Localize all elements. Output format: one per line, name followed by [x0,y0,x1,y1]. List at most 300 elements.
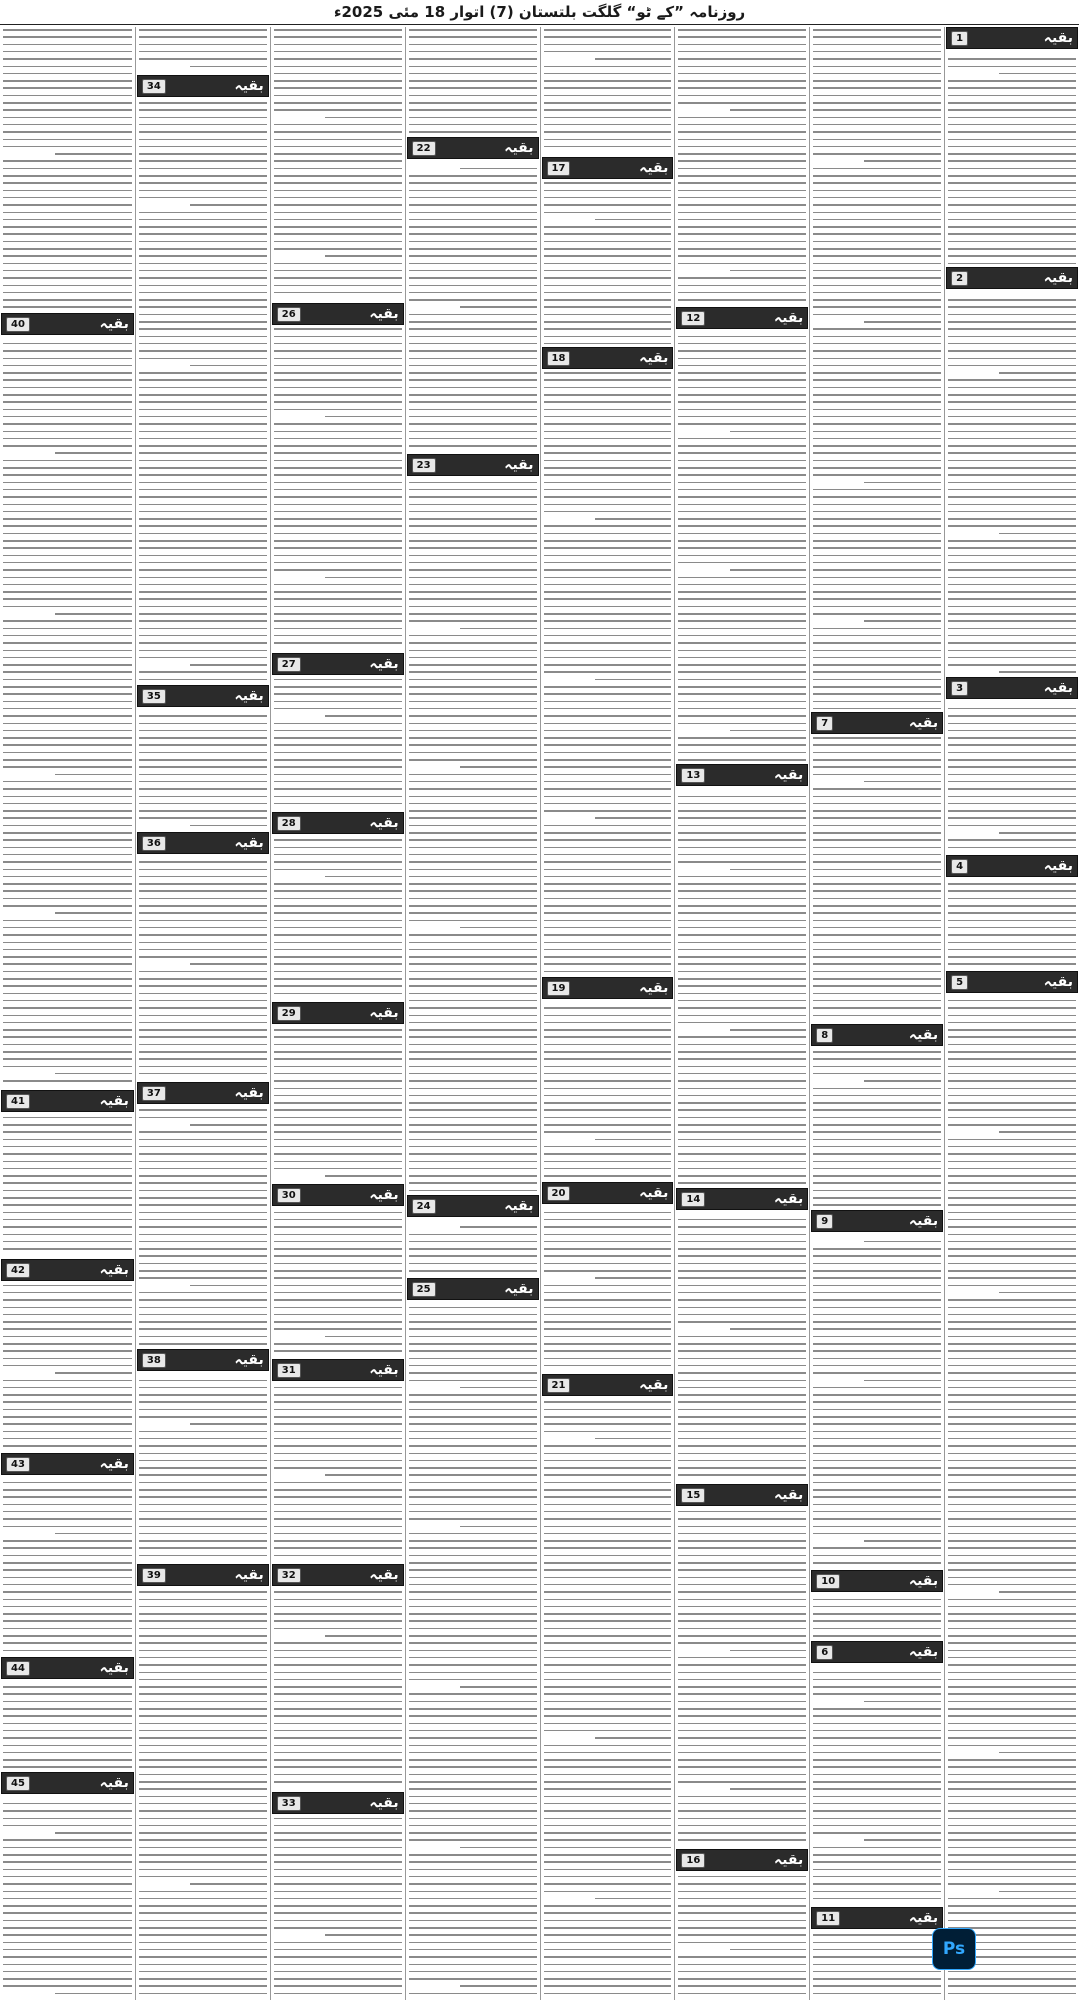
text-line [678,679,806,681]
text-line [274,219,402,221]
text-line [678,1401,806,1403]
text-line [139,1898,267,1900]
text-line [813,963,941,965]
text-line [139,168,267,170]
text-line [139,949,267,951]
text-line [999,1891,1076,1893]
continuation-banner [676,1849,808,1871]
continuation-number: 33 [277,1796,301,1811]
text-line [409,314,537,316]
text-line [3,1307,132,1309]
text-line [139,1263,267,1265]
text-line [139,358,267,360]
text-line [3,628,132,630]
text-line [274,160,402,162]
text-line [3,445,132,447]
text-line [813,569,941,571]
text-line [139,1197,267,1199]
text-line [139,934,267,936]
text-line [678,606,806,608]
text-line [544,803,672,805]
text-line [274,1270,402,1272]
text-line [813,379,941,381]
text-line [274,1285,402,1287]
text-line [274,1672,402,1674]
column-text-block [139,27,267,2000]
text-line [544,1672,672,1674]
text-line [544,146,672,148]
text-line [139,1555,267,1557]
continuation-banner [542,977,674,999]
text-line [274,540,402,542]
text-line [813,44,941,46]
text-line [3,942,132,944]
text-line [813,1387,941,1389]
text-line [948,1920,1076,1922]
text-line [948,1781,1076,1783]
text-line [274,1912,402,1914]
text-line [813,219,941,221]
text-line [678,905,806,907]
text-line [3,474,132,476]
text-line [999,1591,1076,1593]
text-line [999,533,1076,535]
text-line [813,1058,941,1060]
text-line [409,1701,537,1703]
text-line [3,956,132,958]
text-line [3,788,132,790]
text-line [274,1066,402,1068]
text-line [274,1620,402,1622]
text-line [139,1168,267,1170]
text-line [409,1540,537,1542]
text-line [409,1504,537,1506]
text-line [139,1387,267,1389]
text-line [544,715,672,717]
text-line [274,1752,402,1754]
text-line [3,379,132,381]
text-line [813,606,941,608]
text-line [139,547,267,549]
text-line [409,409,537,411]
text-line [139,810,267,812]
text-line [544,701,672,703]
text-line [3,796,132,798]
text-line [139,1642,267,1644]
text-line [409,1000,537,1002]
continuation-label: بقیہ [908,1213,939,1229]
text-line [3,1438,132,1440]
text-line [948,591,1076,593]
text-line [3,927,132,929]
text-line [678,87,806,89]
text-line [274,898,402,900]
text-line [139,1912,267,1914]
text-line [139,1650,267,1652]
text-line [948,1058,1076,1060]
text-line [948,1036,1076,1038]
text-line [678,803,806,805]
text-line [813,664,941,666]
text-line [678,1307,806,1309]
text-line [813,1095,941,1097]
text-line [3,1978,132,1980]
newspaper-page[interactable] [0,27,1079,2000]
text-line [139,1869,267,1871]
text-line [544,1810,672,1812]
text-line [813,438,941,440]
text-line [460,1985,537,1987]
text-line [274,1956,402,1958]
text-line [139,1496,267,1498]
text-line [678,233,806,235]
text-line [678,1394,806,1396]
text-line [948,613,1076,615]
text-line [139,226,267,228]
text-line [544,1723,672,1725]
text-line [139,1380,267,1382]
text-line [678,1000,806,1002]
text-line [274,803,402,805]
text-line [409,1759,537,1761]
text-line [678,613,806,615]
continuation-label: بقیہ [908,1027,939,1043]
text-line [948,715,1076,717]
text-line [678,1891,806,1893]
text-line [139,671,267,673]
text-line [3,533,132,535]
text-line [3,817,132,819]
text-line [678,139,806,141]
text-line [409,547,537,549]
text-line [544,1350,672,1352]
text-line [460,1847,537,1849]
text-line [139,1971,267,1973]
text-line [813,1365,941,1367]
text-line [3,1350,132,1352]
text-line [678,598,806,600]
text-line [139,890,267,892]
continuation-banner [946,855,1078,877]
text-line [409,1978,537,1980]
text-line [678,66,806,68]
text-line [3,1124,132,1126]
text-line [813,628,941,630]
text-line [813,1438,941,1440]
text-line [3,562,132,564]
text-line [55,774,132,776]
text-line [948,314,1076,316]
text-line [139,175,267,177]
text-line [139,1905,267,1907]
text-line [139,1847,267,1849]
text-line [544,1445,672,1447]
text-line [274,1350,402,1352]
text-line [409,1168,537,1170]
text-line [274,1920,402,1922]
text-line [813,29,941,31]
text-line [139,263,267,265]
text-line [813,927,941,929]
text-line [948,1788,1076,1790]
text-line [409,175,537,177]
text-line [813,540,941,542]
text-line [409,1679,537,1681]
text-line [274,1511,402,1513]
text-line [948,847,1076,849]
text-line [274,1416,402,1418]
text-line [544,642,672,644]
text-line [948,1460,1076,1462]
text-line [139,971,267,973]
text-line [948,1883,1076,1885]
text-line [274,1964,402,1966]
text-line [678,1555,806,1557]
text-line [813,1248,941,1250]
text-line [274,1971,402,1973]
text-line [678,1956,806,1958]
continuation-number: 41 [6,1094,30,1109]
text-line [3,1321,132,1323]
text-line [409,1839,537,1841]
text-line [139,898,267,900]
text-line [3,752,132,754]
text-line [139,1985,267,1987]
text-line [3,241,132,243]
text-line [274,547,402,549]
text-line [409,912,537,914]
text-line [678,1628,806,1630]
text-line [55,1533,132,1535]
text-line [544,1993,672,1995]
text-line [139,613,267,615]
text-line [813,270,941,272]
text-line [3,584,132,586]
continuation-banner [946,971,1078,993]
continuation-banner [811,1024,943,1046]
text-line [409,255,537,257]
text-line [544,591,672,593]
text-line [3,591,132,593]
text-line [544,1679,672,1681]
text-line [3,1489,132,1491]
text-line [274,1321,402,1323]
text-line [730,869,807,871]
text-line [544,36,672,38]
text-line [678,1241,806,1243]
text-line [813,956,941,958]
text-line [544,1504,672,1506]
text-line [544,1606,672,1608]
text-line [544,255,672,257]
text-line [678,1781,806,1783]
text-line [409,73,537,75]
text-line [274,1102,402,1104]
text-line [274,1088,402,1090]
text-line [274,58,402,60]
text-line [544,95,672,97]
text-line [948,1847,1076,1849]
text-line [274,511,402,513]
text-line [864,620,941,622]
text-line [948,562,1076,564]
text-line [3,1292,132,1294]
text-line [190,1423,267,1425]
text-line [3,759,132,761]
text-line [409,66,537,68]
continuation-number: 25 [412,1282,436,1297]
text-line [999,671,1076,673]
text-line [460,1387,537,1389]
text-line [409,394,537,396]
text-line [678,219,806,221]
text-line [409,752,537,754]
text-line [409,1693,537,1695]
text-line [409,876,537,878]
text-line [678,993,806,995]
text-line [274,1591,402,1593]
text-line [948,1496,1076,1498]
text-line [544,270,672,272]
text-line [190,963,267,965]
text-line [678,1745,806,1747]
text-line [948,1212,1076,1214]
text-line [948,1372,1076,1374]
text-line [678,1380,806,1382]
text-line [3,1022,132,1024]
text-line [409,1818,537,1820]
text-line [409,1825,537,1827]
continuation-number: 30 [277,1188,301,1203]
text-line [409,226,537,228]
text-line [948,1102,1076,1104]
text-line [948,124,1076,126]
text-line [948,1080,1076,1082]
text-line [678,1620,806,1622]
text-line [948,810,1076,812]
text-line [3,204,132,206]
continuation-label: بقیہ [773,767,804,783]
text-line [409,817,537,819]
text-line [274,1876,402,1878]
text-line [3,1336,132,1338]
text-line [3,1562,132,1564]
text-line [274,394,402,396]
text-line [274,1131,402,1133]
text-line [678,956,806,958]
text-line [139,1153,267,1155]
text-line [409,1234,537,1236]
text-line [948,146,1076,148]
text-line [544,577,672,579]
text-line [409,343,537,345]
text-line [274,1701,402,1703]
text-line [544,956,672,958]
text-line [544,1146,672,1148]
text-line [3,1708,132,1710]
text-line [274,1883,402,1885]
text-line [813,1869,941,1871]
text-line [409,715,537,717]
text-line [139,737,267,739]
continuation-number: 38 [142,1353,166,1368]
text-line [274,29,402,31]
text-line [678,934,806,936]
text-line [813,372,941,374]
text-line [813,547,941,549]
text-line [3,270,132,272]
text-line [864,482,941,484]
text-line [3,117,132,119]
text-line [274,606,402,608]
text-line [274,379,402,381]
text-line [948,1664,1076,1666]
text-line [409,1781,537,1783]
text-line [813,1460,941,1462]
text-line [948,1328,1076,1330]
text-line [678,686,806,688]
text-line [678,1803,806,1805]
continuation-banner [676,307,808,329]
text-line [544,620,672,622]
text-line [3,883,132,885]
text-line [678,1657,806,1659]
text-line [678,1036,806,1038]
text-line [409,1124,537,1126]
text-line [864,160,941,162]
text-line [678,1416,806,1418]
text-line [274,1299,402,1301]
text-line [139,1190,267,1192]
photoshop-icon[interactable] [932,1928,976,1970]
text-line [948,241,1076,243]
text-line [948,1321,1076,1323]
text-line [948,1168,1076,1170]
text-line [948,1796,1076,1798]
continuation-banner [407,1278,539,1300]
text-line [274,1109,402,1111]
text-line [544,1985,672,1987]
text-line [3,124,132,126]
text-line [948,1693,1076,1695]
text-line [139,1482,267,1484]
text-line [274,963,402,965]
text-line [3,1182,132,1184]
text-line [678,1547,806,1549]
text-line [274,66,402,68]
text-line [544,1620,672,1622]
text-line [678,1117,806,1119]
text-line [274,504,402,506]
text-line [813,190,941,192]
text-line [139,1956,267,1958]
text-line [678,255,806,257]
text-line [678,555,806,557]
text-line [813,598,941,600]
continuation-label: بقیہ [99,1456,129,1472]
text-line [274,350,402,352]
text-line [274,343,402,345]
text-line [544,1956,672,1958]
text-line [544,80,672,82]
text-line [139,533,267,535]
text-line [409,781,537,783]
text-line [409,1438,537,1440]
text-line [3,350,132,352]
text-line [813,1883,941,1885]
text-line [813,460,941,462]
text-line [544,124,672,126]
